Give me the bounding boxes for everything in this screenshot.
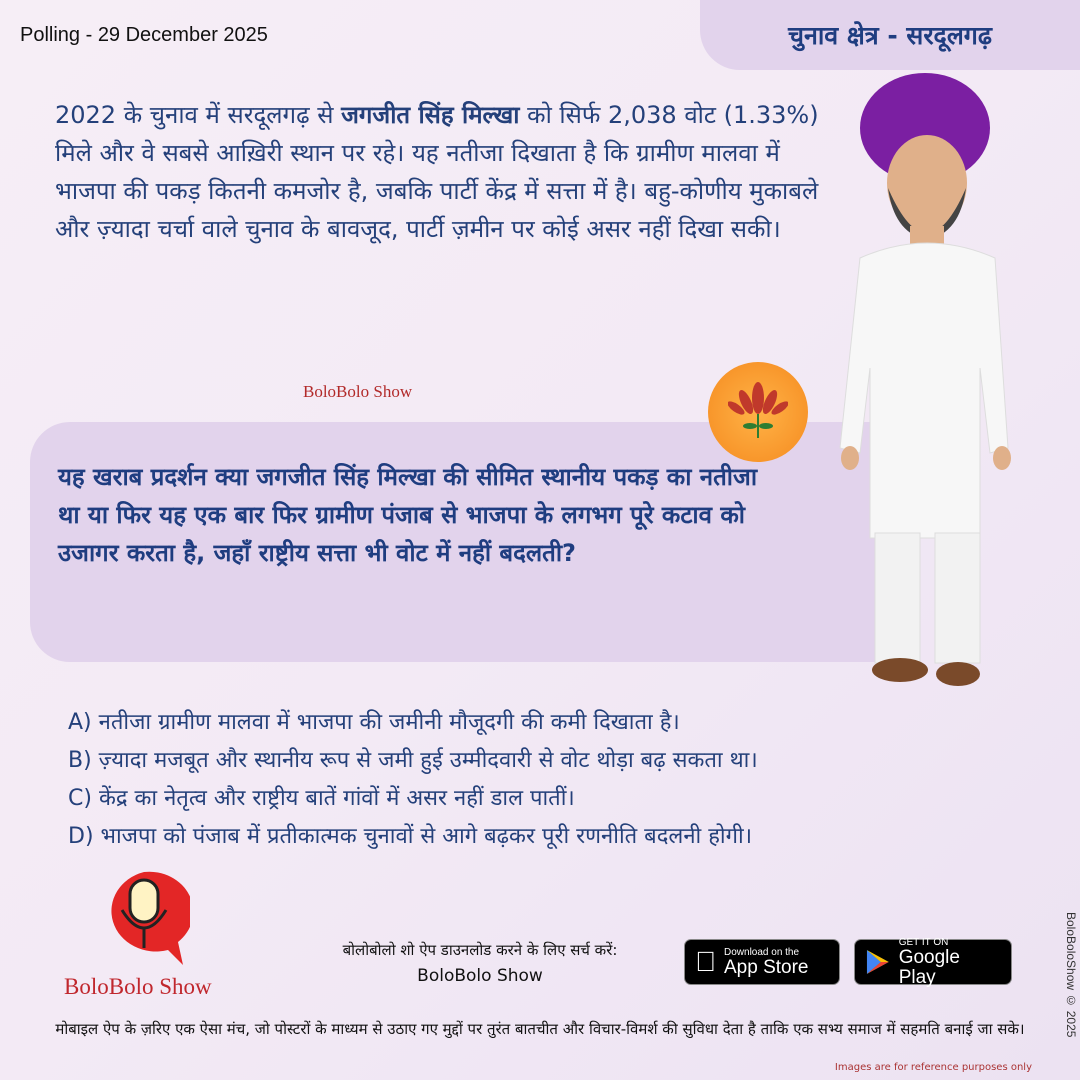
- play-small: GET IT ON: [898, 936, 949, 948]
- app-store-button[interactable]: [684, 939, 840, 985]
- bjp-lotus-logo: [708, 362, 808, 462]
- constituency-label: चुनाव क्षेत्र - सरदूलगढ़: [788, 21, 992, 50]
- option-a[interactable]: A) नतीजा ग्रामीण मालवा में भाजपा की जमीनी मौजूदगी की कमी दिखाता है।: [68, 710, 680, 735]
- apple-icon: [695, 946, 716, 978]
- search-prompt: बोलोबोलो शो ऐप डाउनलोड करने के लिए सर्च करें:: [342, 941, 618, 959]
- copyright: BoloBoloShow © 2025: [1064, 912, 1078, 1038]
- brand-name: BoloBolo Show: [64, 974, 212, 999]
- app-name: BoloBolo Show: [417, 966, 543, 986]
- polling-date: Polling - 29 December 2025: [20, 24, 268, 46]
- option-d[interactable]: D) भाजपा को पंजाब में प्रतीकात्मक चुनावों से आगे बढ़कर पूरी रणनीति बदलनी होगी।: [68, 824, 753, 849]
- answer-options: [68, 704, 758, 856]
- watermark: BoloBolo Show: [303, 382, 413, 401]
- mission-statement: मोबाइल ऐप के ज़रिए एक ऐसा मंच, जो पोस्टरों के माध्यम से उठाए गए मुद्दों पर तुरंत बातचीत और विचार-विमर्श की सुविधा देता है ताकि एक सभ्य समाज में सहमति बनाई जा सके।: [55, 1020, 1025, 1038]
- candidate-name: जगजीत सिंह मिल्खा: [341, 101, 520, 129]
- google-play-icon: [865, 948, 891, 976]
- constituency-badge: [700, 0, 1080, 70]
- candidate-photo: [830, 68, 1030, 697]
- option-c[interactable]: C) केंद्र का नेतृत्व और राष्ट्रीय बातें गांवों में असर नहीं डाल पातीं।: [68, 786, 575, 811]
- play-big: Google Play: [898, 946, 960, 988]
- appstore-small: Download on the: [703, 946, 779, 958]
- disclaimer: Images are for reference purposes only: [834, 1062, 1032, 1073]
- podcast-mic-icon: [98, 870, 190, 974]
- question-text: यह खराब प्रदर्शन क्या जगजीत सिंह मिल्खा की सीमित स्थानीय पकड़ का नतीजा था या फिर यह एक बार फिर ग्रामीण पंजाब से भाजपा के लगभग पूरे कटाव को उजागर करता है, जहाँ राष्ट्रीय सत्ता भी वोट में नहीं बदलती?: [58, 463, 758, 567]
- appstore-big: App Store: [703, 956, 788, 978]
- google-play-button[interactable]: [854, 936, 1012, 988]
- intro-before: 2022 के चुनाव में सरदूलगढ़ से: [55, 101, 342, 129]
- intro-after: को सिर्फ 2,038 वोट (1.33%) मिले और वे सबसे आख़िरी स्थान पर रहे। यह नतीजा दिखाता है कि ग्रामीण मालवा में भाजपा की पकड़ कितनी कमजोर है, जबकि पार्टी केंद्र में सत्ता में है। बहु-कोणीय मुकाबले और ज़्यादा चर्चा वाले चुनाव के बावजूद, पार्टी ज़मीन पर कोई असर नहीं दिखा सकी।: [55, 101, 819, 243]
- option-b[interactable]: B) ज़्यादा मजबूत और स्थानीय रूप से जमी हुई उम्मीदवारी से वोट थोड़ा बढ़ सकता था।: [68, 748, 758, 773]
- download-prompt: [300, 937, 660, 989]
- intro-paragraph: [55, 96, 845, 248]
